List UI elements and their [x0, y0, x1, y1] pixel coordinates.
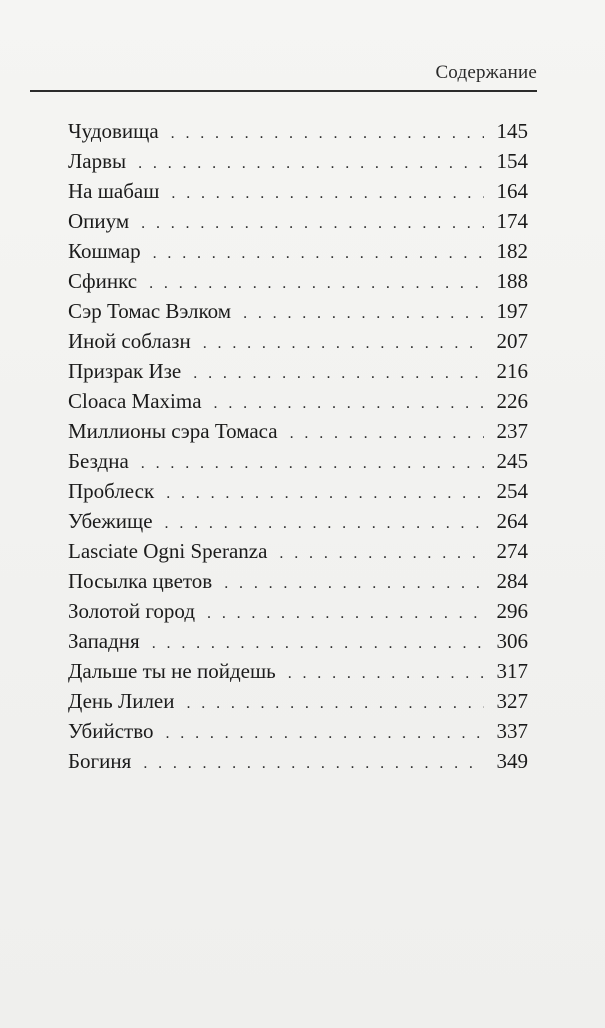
toc-entry-page-number: 254 — [496, 479, 528, 503]
toc-entry-page-number: 349 — [496, 749, 528, 773]
toc-entry — [68, 296, 528, 326]
toc-entry-title: Ларвы — [68, 149, 127, 173]
toc-entry-title: Сэр Томас Вэлком — [68, 299, 232, 323]
toc-entry — [68, 476, 528, 506]
toc-entry — [68, 416, 528, 446]
toc-entry-title: Убежище — [68, 509, 153, 533]
toc-entry-page-number: 245 — [496, 449, 528, 473]
toc-entry — [68, 176, 528, 206]
toc-entry — [68, 386, 528, 416]
toc-dot-leader — [149, 269, 484, 299]
toc-entry-page-number: 317 — [496, 659, 528, 683]
toc-entry-title: Опиум — [68, 209, 130, 233]
toc-entry-title: Дальше ты не пойдешь — [68, 659, 276, 683]
toc-entry-title: Посылка цветов — [68, 569, 213, 593]
toc-entry — [68, 506, 528, 536]
toc-entry-title: Золотой город — [68, 599, 196, 623]
toc-entry — [68, 596, 528, 626]
toc-entry-page-number: 264 — [496, 509, 528, 533]
toc-dot-leader — [141, 209, 484, 239]
toc-entry — [68, 326, 528, 356]
toc-dot-leader — [165, 509, 484, 539]
toc-dot-leader — [203, 329, 484, 359]
table-of-contents — [68, 116, 528, 776]
toc-entry-title: Чудовища — [68, 119, 159, 143]
toc-entry — [68, 446, 528, 476]
toc-entry-page-number: 154 — [496, 149, 528, 173]
toc-entry — [68, 716, 528, 746]
toc-entry-page-number: 284 — [496, 569, 528, 593]
toc-dot-leader — [187, 689, 485, 719]
toc-entry-title: Сфинкс — [68, 269, 138, 293]
toc-entry — [68, 746, 528, 776]
toc-dot-leader — [153, 239, 484, 269]
toc-entry — [68, 206, 528, 236]
toc-entry-page-number: 145 — [496, 119, 528, 143]
toc-entry-page-number: 274 — [496, 539, 528, 563]
toc-dot-leader — [138, 149, 484, 179]
toc-entry-page-number: 207 — [496, 329, 528, 353]
toc-entry-title: Lasciate Ogni Speranza — [68, 539, 268, 563]
running-head-title: Содержание — [435, 62, 537, 83]
toc-entry-page-number: 237 — [496, 419, 528, 443]
toc-entry — [68, 626, 528, 656]
toc-entry-page-number: 337 — [496, 719, 528, 743]
toc-entry — [68, 236, 528, 266]
toc-entry-page-number: 188 — [496, 269, 528, 293]
toc-entry — [68, 686, 528, 716]
toc-entry-title: Иной соблазн — [68, 329, 191, 353]
toc-entry-page-number: 226 — [496, 389, 528, 413]
toc-entry-title: Западня — [68, 629, 140, 653]
toc-dot-leader — [193, 359, 484, 389]
toc-entry-page-number: 216 — [496, 359, 528, 383]
toc-dot-leader — [165, 719, 484, 749]
toc-dot-leader — [243, 299, 484, 329]
toc-dot-leader — [290, 419, 484, 449]
toc-entry-title: День Лилеи — [68, 689, 175, 713]
toc-entry-page-number: 174 — [496, 209, 528, 233]
toc-entry — [68, 656, 528, 686]
toc-entry-page-number: 182 — [496, 239, 528, 263]
toc-entry-page-number: 306 — [496, 629, 528, 653]
toc-dot-leader — [152, 629, 484, 659]
toc-entry-title: Кошмар — [68, 239, 141, 263]
toc-entry-title: На шабаш — [68, 179, 160, 203]
toc-dot-leader — [166, 479, 484, 509]
toc-entry-title: Призрак Изе — [68, 359, 182, 383]
toc-entry-page-number: 197 — [496, 299, 528, 323]
toc-entry-page-number: 327 — [496, 689, 528, 713]
header-rule — [30, 90, 537, 92]
toc-dot-leader — [141, 449, 484, 479]
toc-entry-page-number: 164 — [496, 179, 528, 203]
toc-entry-title: Cloaca Maxima — [68, 389, 202, 413]
toc-dot-leader — [171, 179, 484, 209]
toc-entry-title: Миллионы сэра Томаса — [68, 419, 278, 443]
toc-entry-title: Проблеск — [68, 479, 155, 503]
toc-entry-page-number: 296 — [496, 599, 528, 623]
toc-entry-title: Убийство — [68, 719, 154, 743]
toc-dot-leader — [214, 389, 484, 419]
toc-entry — [68, 566, 528, 596]
toc-entry — [68, 146, 528, 176]
toc-dot-leader — [143, 749, 484, 779]
toc-entry — [68, 356, 528, 386]
toc-dot-leader — [207, 599, 484, 629]
toc-entry — [68, 116, 528, 146]
toc-entry — [68, 536, 528, 566]
toc-dot-leader — [224, 569, 484, 599]
toc-entry-title: Богиня — [68, 749, 132, 773]
toc-entry-title: Бездна — [68, 449, 129, 473]
toc-entry — [68, 266, 528, 296]
toc-dot-leader — [171, 119, 484, 149]
toc-dot-leader — [279, 539, 484, 569]
toc-dot-leader — [288, 659, 484, 689]
